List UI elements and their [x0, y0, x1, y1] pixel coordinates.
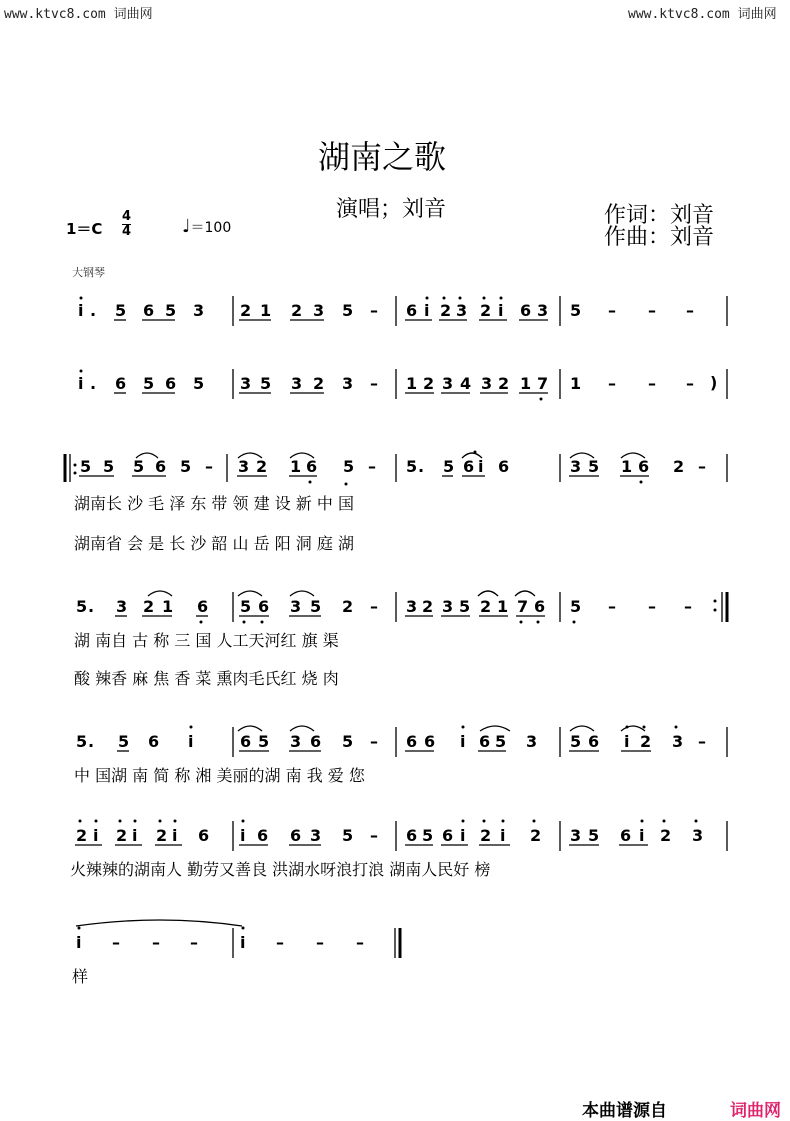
svg-text:7: 7: [517, 597, 529, 616]
svg-text:2: 2: [660, 826, 672, 845]
svg-text:2: 2: [480, 301, 492, 320]
svg-text:3: 3: [310, 826, 322, 845]
svg-text:4: 4: [460, 374, 472, 393]
singer-credit: 演唱；刘音: [336, 197, 447, 222]
composer-credit: 作曲：刘音: [604, 225, 715, 250]
svg-text:i: i: [478, 457, 484, 476]
svg-text:2: 2: [422, 597, 434, 616]
staff-line-1: [70, 292, 730, 332]
svg-text:3: 3: [481, 374, 493, 393]
staff-line-2: [70, 365, 730, 405]
svg-text:6: 6: [148, 732, 160, 751]
svg-text:3: 3: [456, 301, 468, 320]
lyrics-line-4a: 湖 南自 古 称 三 国 人工天河红 旗 渠: [74, 631, 339, 650]
svg-text:5: 5: [103, 457, 115, 476]
svg-text:.: .: [90, 374, 97, 393]
svg-text:5: 5: [342, 826, 354, 845]
svg-text:3: 3: [290, 732, 302, 751]
svg-text:3: 3: [526, 732, 538, 751]
svg-text:–: –: [370, 301, 378, 320]
svg-text:i: i: [500, 826, 506, 845]
svg-text:i: i: [76, 933, 82, 952]
source-label: 本曲谱源自: [582, 1101, 667, 1121]
svg-text:6: 6: [424, 732, 436, 751]
svg-text:2: 2: [673, 457, 685, 476]
lyrics-line-7: 样: [72, 967, 89, 986]
lyrics-line-5: 中 国湖 南 简 称 湘 美丽的湖 南 我 爱 您: [74, 766, 365, 785]
svg-text:): ): [710, 373, 718, 392]
svg-text:6: 6: [442, 826, 454, 845]
svg-text:–: –: [152, 933, 160, 952]
svg-text:2: 2: [291, 301, 303, 320]
lyrics-line-4b: 酸 辣香 麻 焦 香 菜 熏肉毛氏红 烧 肉: [74, 669, 339, 688]
svg-text:–: –: [356, 933, 364, 952]
svg-text:–: –: [205, 457, 213, 476]
svg-text:–: –: [190, 933, 198, 952]
svg-text:i: i: [78, 301, 84, 320]
staff-line-4: [70, 588, 730, 628]
svg-text:6: 6: [520, 301, 532, 320]
svg-text:6: 6: [198, 826, 210, 845]
key-signature: 1＝C: [66, 220, 103, 238]
svg-text:2: 2: [480, 597, 492, 616]
svg-text:5: 5: [193, 374, 205, 393]
svg-text:–: –: [686, 374, 694, 393]
svg-text:5: 5: [570, 597, 582, 616]
svg-text:1: 1: [621, 457, 633, 476]
svg-text:–: –: [370, 374, 378, 393]
svg-text:–: –: [684, 597, 692, 616]
svg-text:6: 6: [240, 732, 252, 751]
svg-text:2: 2: [480, 826, 492, 845]
svg-text:–: –: [112, 933, 120, 952]
svg-text:2: 2: [313, 374, 325, 393]
svg-text:5: 5: [588, 826, 600, 845]
svg-text:6: 6: [258, 597, 270, 616]
svg-text:6: 6: [406, 301, 418, 320]
svg-text:6: 6: [638, 457, 650, 476]
svg-text:6: 6: [165, 374, 177, 393]
svg-text:–: –: [686, 301, 694, 320]
svg-text:1: 1: [497, 597, 509, 616]
svg-text:.: .: [90, 301, 97, 320]
svg-text:3: 3: [240, 374, 252, 393]
svg-text:6: 6: [620, 826, 632, 845]
svg-text:2: 2: [76, 826, 88, 845]
svg-text:5: 5: [260, 374, 272, 393]
svg-text:5: 5: [343, 457, 355, 476]
svg-text:3: 3: [342, 374, 354, 393]
svg-text:1: 1: [260, 301, 272, 320]
site-link[interactable]: 词曲网: [730, 1101, 781, 1121]
svg-text:1: 1: [290, 457, 302, 476]
svg-text:i: i: [460, 732, 466, 751]
svg-text:6: 6: [290, 826, 302, 845]
svg-text:2: 2: [143, 597, 155, 616]
svg-text:.: .: [418, 457, 425, 476]
lyrics-line-3a: 湖南长 沙 毛 泽 东 带 领 建 设 新 中 国: [74, 494, 354, 513]
lyrics-line-6: 火辣辣的湖南人 勤劳又善良 洪湖水呀浪打浪 湖南人民好 榜: [70, 860, 491, 879]
svg-text:–: –: [370, 732, 378, 751]
svg-text:–: –: [368, 457, 376, 476]
staff-4-notation: [70, 588, 730, 628]
svg-text:6: 6: [155, 457, 167, 476]
svg-text:3: 3: [442, 597, 454, 616]
svg-text:–: –: [698, 732, 706, 751]
svg-text:–: –: [608, 301, 616, 320]
svg-text:5: 5: [180, 457, 192, 476]
svg-text:5: 5: [76, 732, 88, 751]
svg-text:i: i: [188, 732, 194, 751]
svg-text:1: 1: [162, 597, 174, 616]
svg-text:5: 5: [310, 597, 322, 616]
svg-text:i: i: [78, 374, 84, 393]
svg-text:3: 3: [537, 301, 549, 320]
svg-text:5: 5: [165, 301, 177, 320]
svg-text:6: 6: [310, 732, 322, 751]
svg-text:5: 5: [143, 374, 155, 393]
tempo-marking: ♩＝100: [182, 216, 232, 237]
svg-text:1: 1: [406, 374, 418, 393]
svg-text:2: 2: [498, 374, 510, 393]
svg-text:i: i: [624, 732, 630, 751]
svg-text:5: 5: [406, 457, 418, 476]
svg-text:–: –: [698, 457, 706, 476]
staff-6-notation: [70, 817, 730, 857]
svg-text:5: 5: [422, 826, 434, 845]
svg-text:3: 3: [116, 597, 128, 616]
svg-text:–: –: [276, 933, 284, 952]
svg-text:–: –: [608, 597, 616, 616]
svg-text:5: 5: [80, 457, 92, 476]
svg-text:5: 5: [115, 301, 127, 320]
svg-text:3: 3: [692, 826, 704, 845]
svg-text:5: 5: [76, 597, 88, 616]
svg-text:3: 3: [672, 732, 684, 751]
svg-text:6: 6: [143, 301, 155, 320]
svg-text:–: –: [316, 933, 324, 952]
svg-text:6: 6: [197, 597, 209, 616]
svg-text:6: 6: [115, 374, 127, 393]
svg-text:1: 1: [570, 374, 582, 393]
svg-text:–: –: [648, 374, 656, 393]
staff-line-5: [70, 723, 730, 763]
svg-text:i: i: [240, 826, 246, 845]
svg-text:i: i: [639, 826, 645, 845]
svg-text:3: 3: [442, 374, 454, 393]
svg-text:6: 6: [257, 826, 269, 845]
svg-text:–: –: [370, 826, 378, 845]
svg-text:i: i: [93, 826, 99, 845]
svg-text:.: .: [88, 597, 95, 616]
svg-text:3: 3: [290, 597, 302, 616]
lyricist-credit: 作词：刘音: [604, 203, 715, 228]
svg-text:i: i: [240, 933, 246, 952]
svg-text:i: i: [132, 826, 138, 845]
svg-text:3: 3: [570, 457, 582, 476]
svg-text:–: –: [648, 597, 656, 616]
svg-text:5: 5: [588, 457, 600, 476]
svg-text:6: 6: [479, 732, 491, 751]
svg-text:6: 6: [306, 457, 318, 476]
svg-text:2: 2: [240, 301, 252, 320]
staff-3-notation: [70, 448, 730, 488]
lyrics-line-3b: 湖南省 会 是 长 沙 韶 山 岳 阳 洞 庭 湖: [74, 534, 354, 553]
staff-line-7: [70, 918, 730, 958]
svg-text:i: i: [424, 301, 430, 320]
staff-1-notation: [70, 292, 730, 332]
svg-text:–: –: [370, 597, 378, 616]
svg-text:6: 6: [406, 826, 418, 845]
svg-text:6: 6: [406, 732, 418, 751]
watermark-left: www.ktvc8.com 词曲网: [4, 7, 153, 22]
staff-2-notation: [70, 365, 730, 405]
svg-text:i: i: [172, 826, 178, 845]
instrument-label: 大钢琴: [72, 266, 105, 279]
staff-7-notation: [70, 918, 470, 958]
svg-text:i: i: [460, 826, 466, 845]
time-signature: 4 4: [122, 209, 132, 239]
watermark-right: www.ktvc8.com 词曲网: [628, 7, 777, 22]
svg-text:2: 2: [530, 826, 542, 845]
song-title: 湖南之歌: [318, 138, 447, 176]
svg-text:5: 5: [258, 732, 270, 751]
svg-text:2: 2: [116, 826, 128, 845]
svg-text:3: 3: [406, 597, 418, 616]
svg-text:2: 2: [156, 826, 168, 845]
svg-text:6: 6: [498, 457, 510, 476]
staff-line-6: [70, 817, 730, 857]
svg-text:2: 2: [423, 374, 435, 393]
svg-text:2: 2: [440, 301, 452, 320]
svg-text:–: –: [648, 301, 656, 320]
svg-text:2: 2: [342, 597, 354, 616]
svg-text:6: 6: [463, 457, 475, 476]
svg-text:7: 7: [537, 374, 549, 393]
svg-text:3: 3: [313, 301, 325, 320]
svg-text:3: 3: [238, 457, 250, 476]
staff-5-notation: [70, 723, 730, 763]
svg-text:2: 2: [256, 457, 268, 476]
svg-text:6: 6: [588, 732, 600, 751]
svg-text:i: i: [498, 301, 504, 320]
staff-line-3: [70, 448, 730, 488]
svg-text:5: 5: [570, 732, 582, 751]
svg-text:2: 2: [640, 732, 652, 751]
svg-text:3: 3: [291, 374, 303, 393]
svg-text:3: 3: [570, 826, 582, 845]
svg-text:–: –: [608, 374, 616, 393]
svg-text:5: 5: [342, 732, 354, 751]
svg-text:6: 6: [534, 597, 546, 616]
svg-text:5: 5: [133, 457, 145, 476]
quarter-note-icon: ♩: [182, 216, 191, 237]
svg-text:5: 5: [495, 732, 507, 751]
svg-text:5: 5: [118, 732, 130, 751]
svg-text:5: 5: [443, 457, 455, 476]
svg-text:5: 5: [342, 301, 354, 320]
svg-text:3: 3: [193, 301, 205, 320]
svg-text:5: 5: [570, 301, 582, 320]
svg-text:1: 1: [520, 374, 532, 393]
svg-text:5: 5: [240, 597, 252, 616]
svg-text:5: 5: [459, 597, 471, 616]
svg-text:.: .: [88, 732, 95, 751]
